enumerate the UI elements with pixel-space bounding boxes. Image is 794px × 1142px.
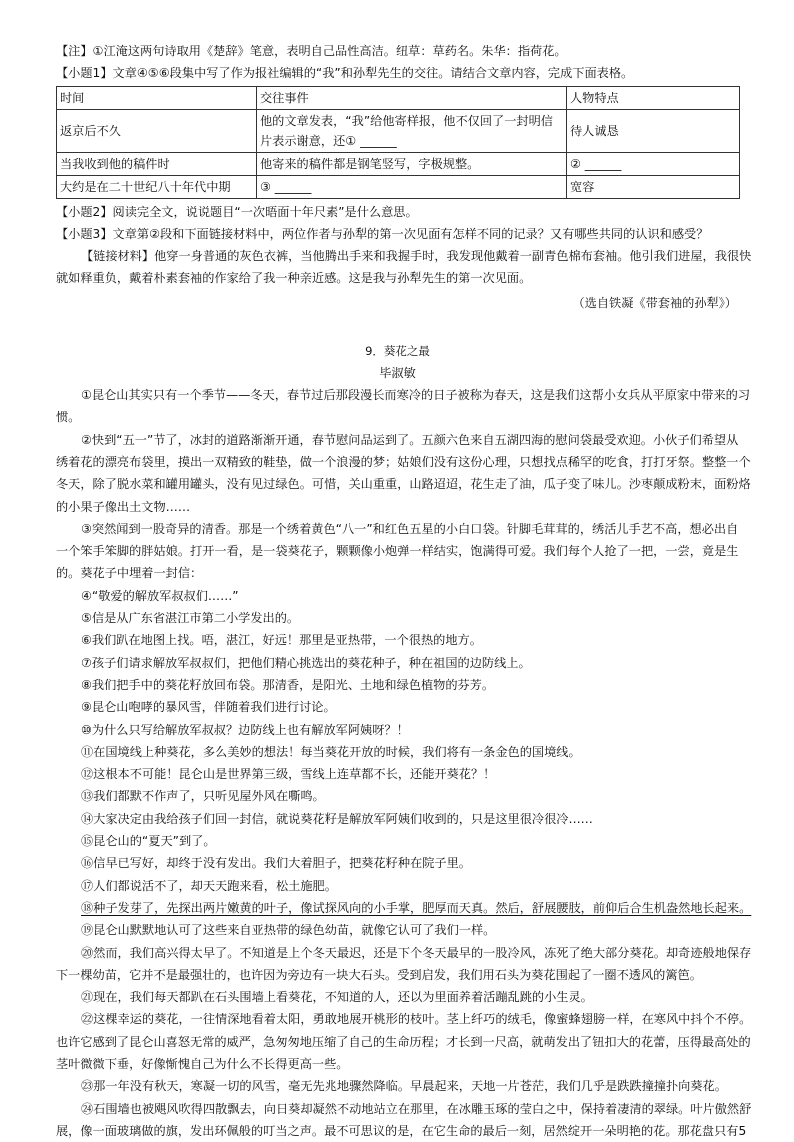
paragraph-line: ⑤信是从广东省湛江市第二小学发出的。	[81, 611, 300, 626]
paragraph-line: 也许它感到了昆仑山喜怒无常的威严，急匆匆地压缩了自己的生命历程；才长到一尺高，就萌发出了钮扣大的花蕾，压得最高处的	[56, 1034, 751, 1049]
link-material-line: 就如释重负，戴着朴素套袖的作家给了我一种亲近感。这是我与孙犁先生的第一次见面。	[56, 271, 532, 286]
paragraph-line: ⑲昆仑山默默地认可了这些来自亚热带的绿色幼苗，就像它认可了我们一样。	[81, 923, 496, 938]
paragraph-line: 的。葵花子中埋着一封信：	[56, 566, 203, 581]
table-cell-event: 他的文章发表，“我”给他寄样报，他不仅回了一封明信片表示谢意，还① ______	[257, 109, 567, 152]
paragraph-line: ㉒这棵幸运的葵花，一往情深地看着太阳，勇敢地展开桃形的枝叶。茎上纤巧的绒毛，像蜜蜂翅膀一样，在寒风中抖个不停。	[81, 1012, 752, 1027]
paragraph-line: 展，像一面玻璃做的旗，发出环佩般的叮当之声。最不可思议的是，在它生命的最后一刻，居然绽开一朵明艳的花。那花盘只有5	[56, 1123, 747, 1138]
paragraph-line: ⑮昆仑山的“夏天”到了。	[81, 834, 216, 849]
question-3: 【小题3】文章第②段和下面链接材料中，两位作者与孙犁的第一次见面有怎样不同的记录？又有哪些共同的认识和感受？	[56, 226, 709, 241]
paragraph-line: ①昆仑山其实只有一个季节——冬天，春节过后那段漫长而寒冷的日子被称为春天，这是我们这帮小女兵从平原家中带来的习	[81, 388, 751, 403]
table-cell-time: 当我收到他的稿件时	[57, 152, 257, 175]
paragraph-line: ⑦孩子们请求解放军叔叔们，把他们精心挑选出的葵花种子，种在祖国的边防线上。	[81, 655, 531, 670]
paragraph-line: ⑭大家决定由我给孩子们回一封信，就说葵花籽是解放军阿姨们收到的，只是这里很冷很冷……	[81, 811, 593, 826]
paragraph-line: ②快到“五一”节了，冰封的道路渐渐开通，春节慰问品运到了。五颜六色来自五湖四海的慰问袋最受欢迎。小伙子们希望从	[81, 432, 739, 447]
annotation-note: 【注】①江淹这两句诗取用《楚辞》笔意，表明自己品性高洁。纽草：草药名。朱华：指荷花。	[56, 44, 567, 58]
paragraph-line: 下一棵幼苗，它并不是最强壮的，也许因为旁边有一块大石头。受到启发，我们用石头为葵花围起了一圈不透风的篱笆。	[56, 967, 702, 982]
table-cell-event: ③ ______	[257, 175, 567, 198]
paragraph-line: ④“敬爱的解放军叔叔们……”	[81, 588, 239, 603]
paragraph-line: ③突然闻到一股奇异的清香。那是一个绣着黄色“八一”和红色五星的小白口袋。针脚毛茸茸的，绣活儿手艺不高，想必出自	[81, 521, 739, 536]
paragraph-line: ⑫这根本不可能！昆仑山是世界第三级，雪线上连草都不长，还能开葵花？！	[81, 767, 496, 782]
table-header-cell: 人物特点	[567, 86, 740, 109]
table-row	[57, 109, 740, 152]
table-header-row	[57, 86, 740, 109]
events-table	[56, 86, 740, 199]
table-header-cell: 时间	[57, 86, 257, 109]
document-content	[56, 40, 752, 1142]
paragraph-line: ⑪在国境线上种葵花，多么美妙的想法！每当葵花开放的时候，我们将有一条金色的国境线。	[81, 744, 581, 759]
table-header-cell: 交往事件	[257, 86, 567, 109]
paragraph-line: 绣着花的漂亮布袋里，摸出一双精致的鞋垫，做一个浪漫的梦；姑娘们没有这份心理，只想找点稀罕的吃食，打打牙祭。整整一个	[56, 454, 751, 469]
link-source: （选自铁凝《带套袖的孙犁》）	[572, 295, 737, 310]
paragraph-line: ⑨昆仑山咆哮的暴风雪，伴随着我们进行讨论。	[81, 700, 336, 715]
paragraph-line: ㉓那一年没有秋天，寒凝一切的风雪，毫无先兆地骤然降临。早晨起来，天地一片苍茫，我们几乎是跌跌撞撞扑向葵花。	[81, 1079, 727, 1094]
paragraph-line: 冬天，除了脱水菜和罐用罐头，没有见过绿色。可惜，关山重重，山路迢迢，花生走了油，瓜子变了味儿。沙枣颠成粉末，面粉烙	[56, 477, 751, 492]
link-material-line: 【链接材料】他穿一身普通的灰色衣裤，当他腾出手来和我握手时，我发现他戴着一副青色棉布套袖。他引我们进屋，我很快	[81, 249, 752, 264]
question-1: 【小题1】文章④⑤⑥段集中写了作为报社编辑的“我”和孙犁先生的交往。请结合文章内容，完成下面表格。	[56, 66, 634, 81]
article-author: 毕淑敏	[379, 366, 416, 381]
paragraph-line: ⑥我们趴在地图上找。唔，湛江，好远！那里是亚热带，一个很热的地方。	[81, 633, 482, 648]
table-row	[57, 175, 740, 198]
paragraph-line: ⑩为什么只写给解放军叔叔？边防线上也有解放军阿姨呀？！	[81, 722, 409, 737]
table-cell-event: 他寄来的稿件都是钢笔竖写，字极规整。	[257, 152, 567, 175]
paragraph-line: ⑰人们都说活不了，却天天跑来看，松土施肥。	[81, 878, 337, 893]
paragraph-line: 的小果子像出土文物……	[56, 499, 191, 514]
paragraph-line: 惯。	[56, 410, 81, 425]
table-row	[57, 152, 740, 175]
article-title: 9．葵花之最	[365, 344, 430, 359]
question-2: 【小题2】阅读完全文，说说题目“一次晤面十年尺素”是什么意思。	[56, 204, 418, 219]
paragraph-line: ㉑现在，我们每天都趴在石头围墙上看葵花，不知道的人，还以为里面养着活蹦乱跳的小生灵。	[81, 990, 593, 1005]
paragraph-line: 一个笨手笨脚的胖姑娘。打开一看，是一袋葵花子，颗颗像小炮弹一样结实，饱满得可爱。我们每个人抢了一把，一尝，竟是生	[56, 544, 739, 559]
underlined-paragraph-line: ⑱种子发芽了，先探出两片嫩黄的叶子，像试探风向的小手掌，肥厚而天真。然后，舒展腰肢，前仰后合生机盎然地长起来。	[81, 900, 752, 915]
paragraph-line: ⑯信早已写好，却终于没有发出。我们大着胆子，把葵花籽种在院子里。	[81, 856, 471, 871]
table-cell-time: 返京后不久	[57, 109, 257, 152]
paragraph-line: 茎叶微微下垂，好像惭愧自己为什么不长得更高一些。	[56, 1056, 349, 1071]
paragraph-line: ㉔石围墙也被飓风吹得四散飘去，向日葵却凝然不动地站立在那里，在冰雕玉琢的莹白之中，保持着凄清的翠绿。叶片傲然舒	[81, 1101, 752, 1116]
table-cell-time: 大约是在二十世纪八十年代中期	[57, 175, 257, 198]
table-cell-trait: 宽容	[567, 175, 740, 198]
paragraph-line: ⑧我们把手中的葵花籽放回布袋。那清香，是阳光、土地和绿色植物的芬芳。	[81, 677, 495, 692]
paragraph-line: ⑳然而，我们高兴得太早了。不知道是上个冬天最迟，还是下个冬天最早的一股冷风，冻死了绝大部分葵花。却奇迹般地保存	[81, 945, 752, 960]
table-cell-trait: 待人诚恳	[567, 109, 740, 152]
paragraph-line: ⑬我们都默不作声了，只听见屋外风在嘶鸣。	[81, 789, 325, 804]
table-cell-trait: ② ______	[567, 152, 740, 175]
